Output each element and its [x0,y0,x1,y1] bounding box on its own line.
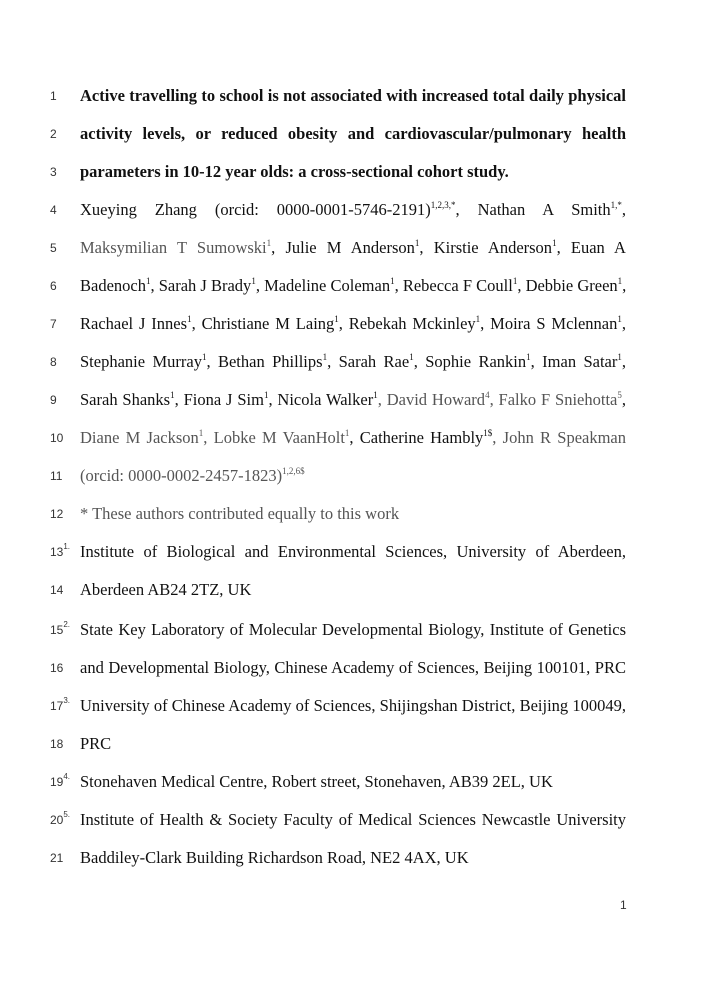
line-number: 2 [50,127,57,141]
line-number: 16 [50,661,64,675]
page-number: 1 [620,898,627,912]
line-number: 21 [50,851,64,865]
note-text: * These authors contributed equally to this work [80,504,400,523]
affiliation-3-line-2 [0,731,707,757]
line-number: 12 [50,507,64,521]
line-number: 9 [50,393,57,407]
affiliation-text: Institute of Biological and Environmental Sciences, University of Aberdeen, [80,542,626,561]
affiliation-1-line-1 [0,539,707,565]
affiliation-text: Institute of Health & Society Faculty of Medical Sciences Newcastle University [80,810,626,829]
author-line-9 [0,387,707,413]
author-line-7 [0,311,707,337]
line-number: 10 [50,431,64,445]
author-text: (orcid: 0000-0002-2457-1823)$^{1,2,6\$}$ [80,466,305,485]
affiliation-1-line-2 [0,577,707,603]
title-line-2 [0,121,707,147]
line-number: 14 [50,583,64,597]
author-line-4 [0,197,707,223]
author-text: Diane M Jackson$^1$, Lobke M VaanHolt$^1$, Catherine Hambly$^{1\$}$, John R Speakman [80,428,627,447]
title-text: Active travelling to school is not associated with increased total daily physical [80,86,626,105]
author-text: Sarah Shanks$^1$, Fiona J Sim$^1$, Nicola Walker$^1$, David Howard$^4$, Falko F Sniehotta$^5$, [80,390,626,409]
line-number: 4 [50,203,57,217]
author-line-5 [0,235,707,261]
author-text: Rachael J Innes$^1$, Christiane M Laing$^1$, Rebekah Mckinley$^1$, Moira S Mclennan$^1$, [80,314,626,333]
title-line-3 [0,159,707,185]
author-text: Stephanie Murray$^1$, Bethan Phillips$^1$, Sarah Rae$^1$, Sophie Rankin$^1$, Iman Satar$^1$, [80,352,626,371]
author-line-8 [0,349,707,375]
line-number: $19^{4.}$ [50,772,71,789]
line-number: 11 [50,469,63,483]
line-number: $15^{2.}$ [50,620,71,637]
affiliation-3-line-1 [0,693,707,719]
affiliation-5-line-2 [0,845,707,871]
author-text: Maksymilian T Sumowski$^1$, Julie M Anderson$^1$, Kirstie Anderson$^1$, Euan A [80,238,626,257]
affiliation-text: Stonehaven Medical Centre, Robert street, Stonehaven, AB39 2EL, UK [80,772,553,791]
line-number: $17^{3.}$ [50,696,71,713]
affiliation-2-line-1 [0,617,707,643]
line-number: 18 [50,737,64,751]
affiliation-text: Baddiley-Clark Building Richardson Road, NE2 4AX, UK [80,848,469,867]
author-text: Badenoch$^1$, Sarah J Brady$^1$, Madeline Coleman$^1$, Rebecca F Coull$^1$, Debbie Green$^1$, [80,276,627,295]
line-number: $20^{5.}$ [50,810,71,827]
author-line-6 [0,273,707,299]
line-number: 6 [50,279,57,293]
affiliation-text: University of Chinese Academy of Sciences, Shijingshan District, Beijing 100049, [80,696,626,715]
line-number: 1 [50,89,57,103]
title-text: parameters in 10-12 year olds: a cross-sectional cohort study. [80,162,509,181]
affiliation-text: Aberdeen AB24 2TZ, UK [80,580,252,599]
affiliation-text: PRC [80,734,112,753]
author-line-10 [0,425,707,451]
equal-contribution-note [0,501,707,527]
line-number: 3 [50,165,57,179]
line-number: 7 [50,317,57,331]
line-number: 8 [50,355,57,369]
affiliation-4-line-1 [0,769,707,795]
author-text: Xueying Zhang (orcid: 0000-0001-5746-2191)$^{1,2,3,*}$, Nathan A Smith$^{1,*}$, [80,200,627,219]
author-line-11 [0,463,707,489]
line-number: 5 [50,241,57,255]
line-number: $13^{1.}$ [50,542,71,559]
affiliation-5-line-1 [0,807,707,833]
affiliation-text: and Developmental Biology, Chinese Academy of Sciences, Beijing 100101, PRC [80,658,626,677]
affiliation-text: State Key Laboratory of Molecular Developmental Biology, Institute of Genetics [80,620,626,639]
title-text: activity levels, or reduced obesity and cardiovascular/pulmonary health [80,124,626,143]
affiliation-2-line-2 [0,655,707,681]
title-line-1 [0,83,707,109]
